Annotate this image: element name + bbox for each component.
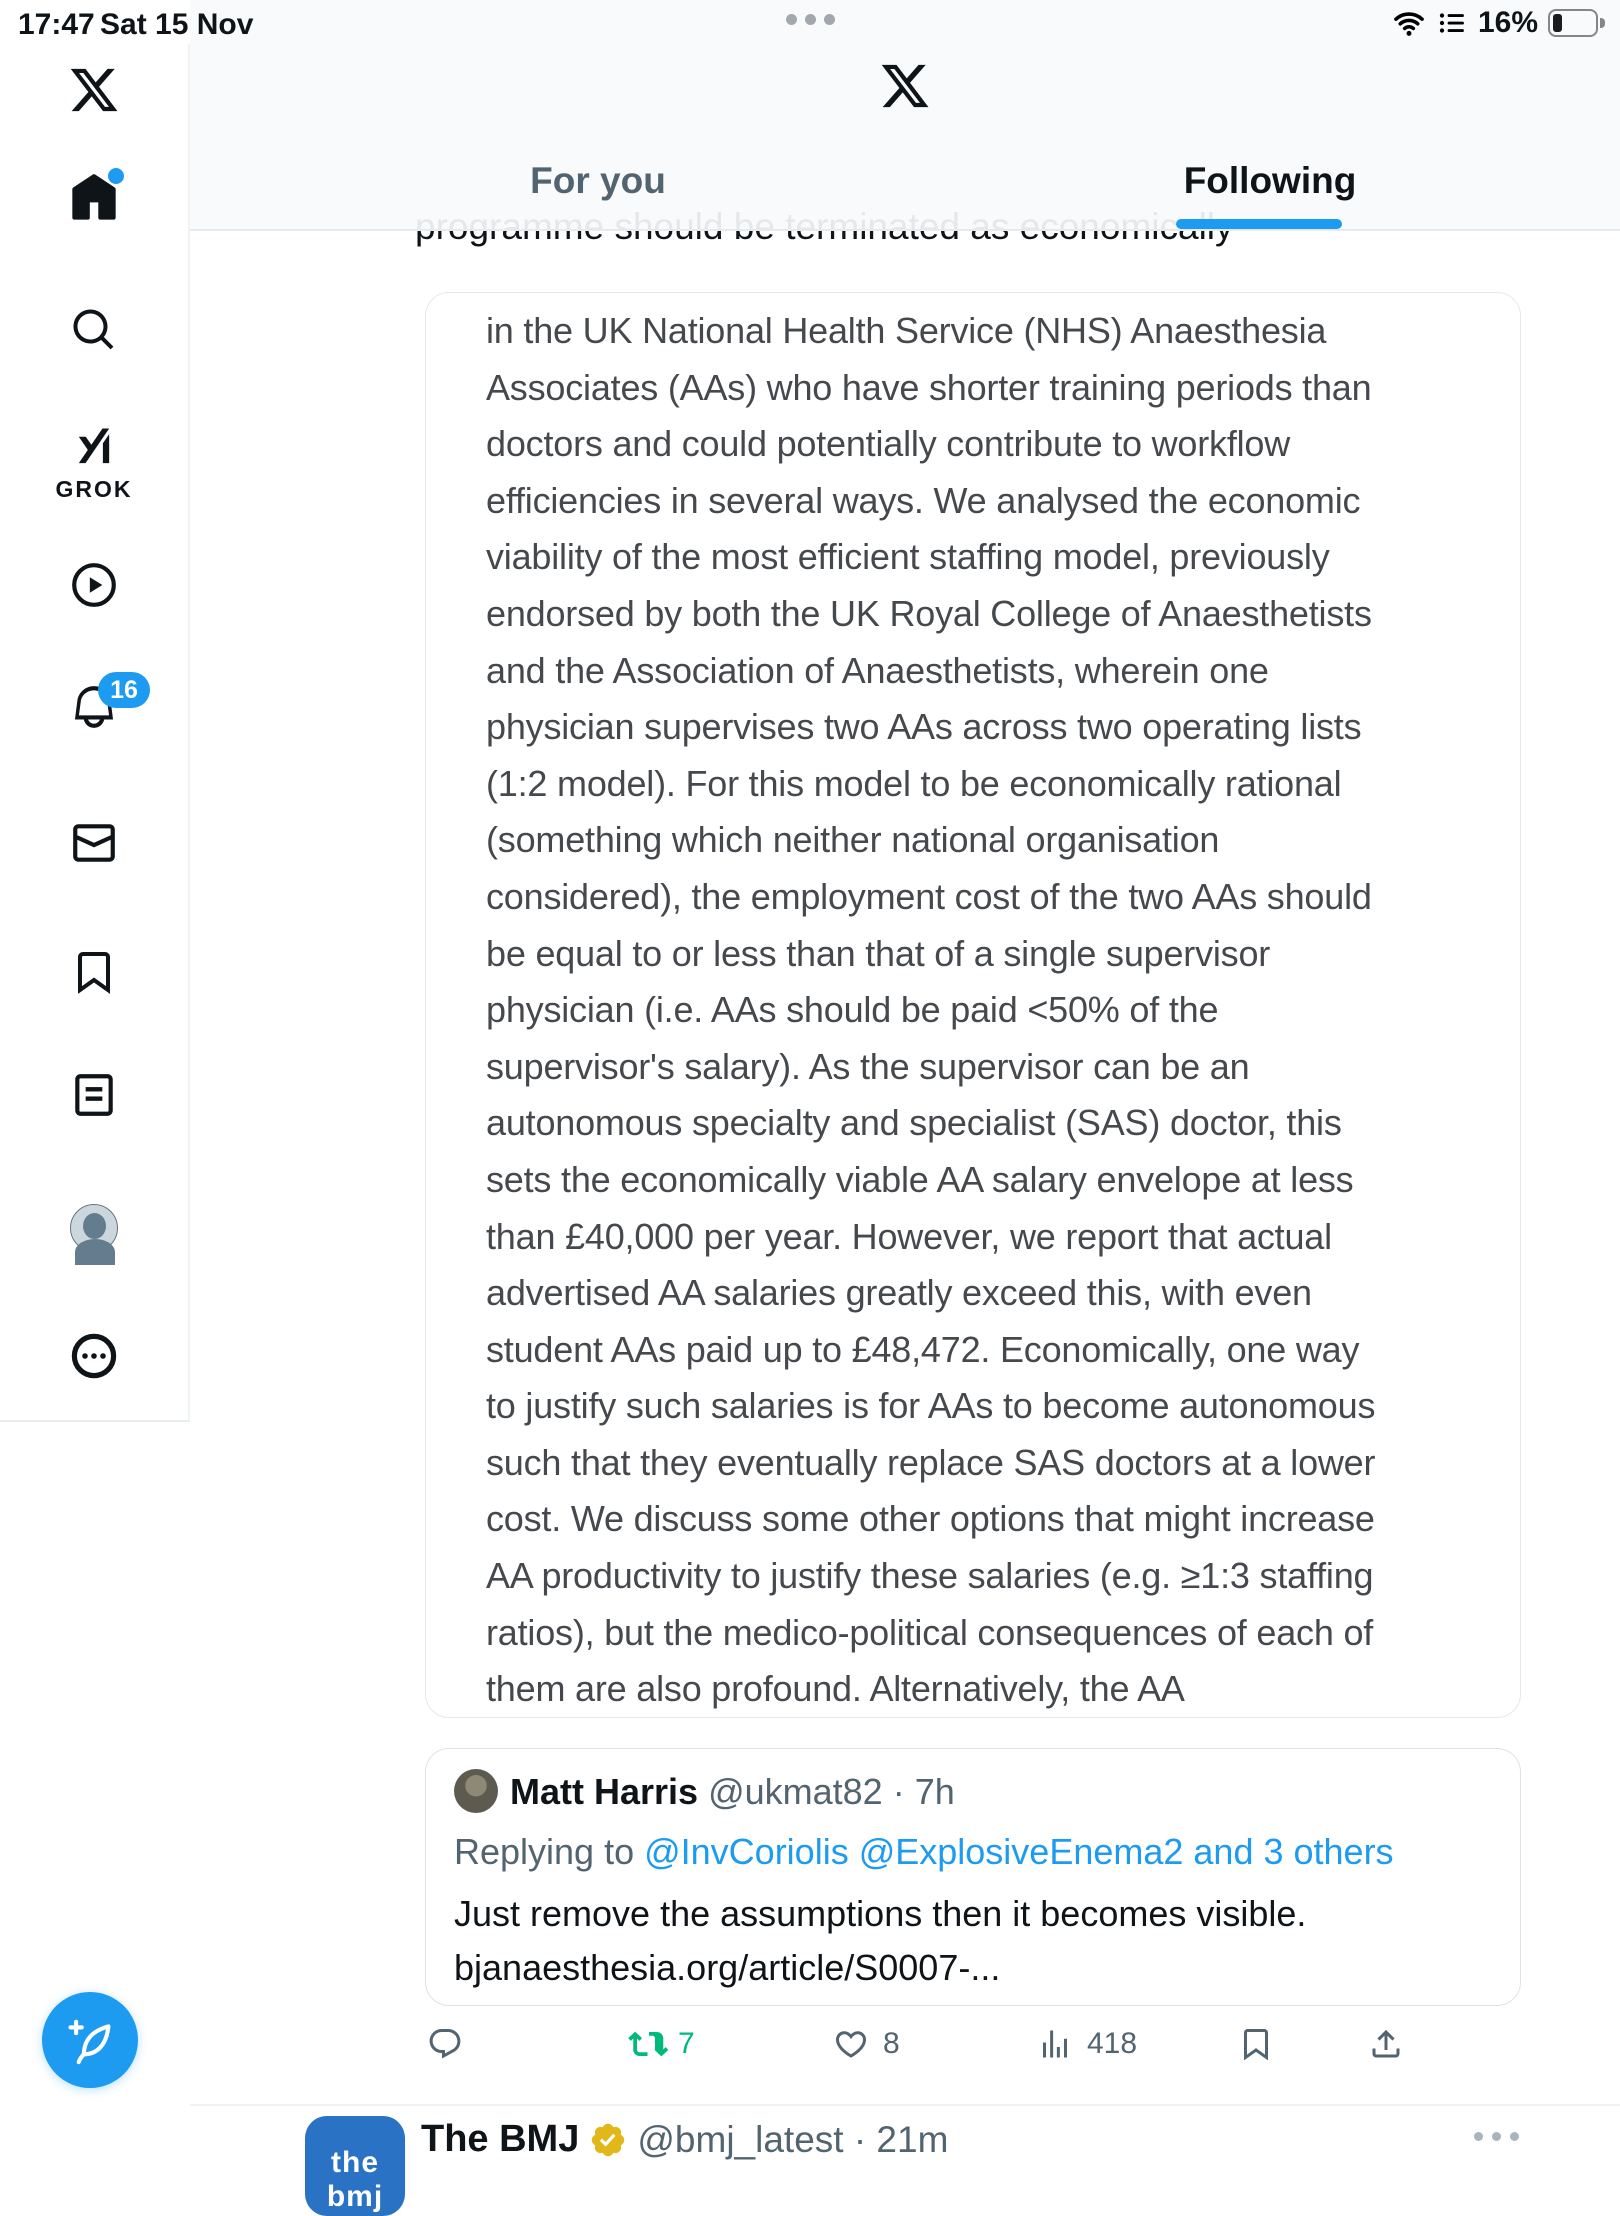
bmj-avatar[interactable] xyxy=(305,2116,405,2216)
reply-button[interactable] xyxy=(427,2026,463,2062)
x-logo-icon[interactable] xyxy=(879,60,931,112)
active-tab-indicator xyxy=(1176,219,1342,229)
replying-to-handles[interactable]: @InvCoriolis @ExplosiveEnema2 and 3 others xyxy=(644,1831,1394,1872)
clock-time: 17:47 xyxy=(18,8,95,41)
like-count: 8 xyxy=(883,2027,900,2060)
tweet-divider xyxy=(190,2104,1620,2106)
search-icon xyxy=(70,306,118,354)
sidebar-item-profile[interactable] xyxy=(0,1204,188,1252)
sidebar xyxy=(0,44,190,1422)
article-abstract-text: in the UK National Health Service (NHS) Anaesthesia Associates (AAs) who have shorter training periods than doctors and could potentially contribute to workflow efficiencies in several ways. We analysed the economic viability of the most efficient staffing model, previously endorsed by both the UK Royal College of Anaesthetists and the Association of Anaesthetists, wherein one physician supervises two AAs across two operating lists (1:2 model). For this model to be economically rational (something which neither national organisation considered), the employment cost of the two AAs should be equal to or less than that of a single supervisor physician (i.e. AAs should be paid <50% of the supervisor's salary). As the supervisor can be an autonomous specialty and specialist (SAS) doctor, this sets the economically viable AA salary envelope at less than £40,000 per year. However, we report that actual advertised AA salaries greatly exceed this, with even student AAs paid up to £48,472. Economically, one way to justify such salaries is for AAs to become autonomous such that they eventually replace SAS doctors at a lower cost. We discuss some other options that might increase AA productivity to justify these salaries (e.g. ≥1:3 staffing ratios), but the medico-political consequences of each of them are also profound. Alternatively, the AA xyxy=(486,310,1376,1710)
home-unread-dot xyxy=(108,168,124,184)
lists-icon xyxy=(69,1070,119,1120)
wifi-icon xyxy=(1392,8,1426,38)
bookmark-button[interactable] xyxy=(1238,2026,1274,2062)
sidebar-item-search[interactable] xyxy=(0,306,188,354)
bmj-handle: @bmj_latest · 21m xyxy=(637,2118,949,2160)
bmj-avatar-text: the bmj xyxy=(326,2146,384,2213)
retweet-button[interactable] xyxy=(628,2026,695,2062)
more-circle-icon xyxy=(70,1332,118,1380)
compose-feather-icon xyxy=(64,2014,116,2066)
reply-author-handle: @ukmat82 · 7h xyxy=(708,1771,955,1812)
tab-for-you[interactable]: For you xyxy=(530,160,666,201)
sidebar-item-messages[interactable] xyxy=(0,818,188,868)
clock-date: Sat 15 Nov xyxy=(100,8,254,41)
sidebar-x-logo[interactable] xyxy=(0,64,188,116)
reply-tweet-text: Just remove the assumptions then it becomes visible. xyxy=(454,1893,1307,1934)
notification-badge: 16 xyxy=(98,672,150,708)
reply-author-avatar[interactable] xyxy=(454,1769,498,1813)
sidebar-item-grok[interactable] xyxy=(0,422,188,502)
status-bar xyxy=(0,0,1620,44)
quoted-reply-card[interactable] xyxy=(425,1748,1521,2006)
profile-avatar xyxy=(70,1204,118,1252)
share-button[interactable] xyxy=(1368,2026,1404,2062)
bookmark-icon xyxy=(1238,2026,1274,2062)
quoted-article-card[interactable] xyxy=(425,292,1521,1718)
like-button[interactable] xyxy=(833,2026,900,2062)
sidebar-item-notifications[interactable] xyxy=(0,675,188,732)
sidebar-item-more[interactable] xyxy=(0,1332,188,1380)
sidebar-item-bookmarks[interactable] xyxy=(0,948,188,996)
reply-icon xyxy=(427,2026,463,2062)
verified-badge-icon xyxy=(589,2121,627,2159)
heart-icon xyxy=(833,2026,869,2062)
analytics-bars-icon xyxy=(1037,2026,1073,2062)
views-button[interactable] xyxy=(1037,2026,1137,2062)
multitask-indicator-icon[interactable] xyxy=(786,14,835,25)
sidebar-item-video[interactable] xyxy=(0,560,188,610)
battery-percent: 16% xyxy=(1477,6,1538,39)
bmj-tweet-header xyxy=(421,2118,948,2161)
share-icon xyxy=(1368,2026,1404,2062)
bookmark-icon xyxy=(70,948,118,996)
reading-list-icon xyxy=(1436,8,1468,38)
status-indicators xyxy=(1392,6,1606,40)
replying-to-line: Replying to @InvCoriolis @ExplosiveEnema2 and 3 others xyxy=(454,1831,1394,1872)
tab-following[interactable]: Following xyxy=(1183,160,1357,201)
messages-envelope-icon xyxy=(69,818,119,868)
sidebar-item-lists[interactable] xyxy=(0,1070,188,1120)
views-count: 418 xyxy=(1087,2027,1138,2060)
tweet-more-button[interactable] xyxy=(1474,2132,1519,2141)
tweet-action-bar xyxy=(190,2026,1620,2070)
video-icon xyxy=(69,560,119,610)
reply-tweet-link[interactable]: bjanaesthesia.org/article/S0007-... xyxy=(454,1947,1001,1988)
compose-button[interactable] xyxy=(42,1992,138,2088)
retweet-count: 7 xyxy=(678,2027,695,2060)
grok-icon xyxy=(68,422,120,474)
battery-icon xyxy=(1548,9,1606,37)
sidebar-item-home[interactable] xyxy=(0,172,188,224)
grok-label: GROK xyxy=(55,476,133,502)
reply-author-name[interactable]: Matt Harris xyxy=(510,1771,699,1812)
retweet-icon xyxy=(628,2026,664,2062)
bmj-display-name[interactable]: The BMJ xyxy=(421,2118,580,2160)
